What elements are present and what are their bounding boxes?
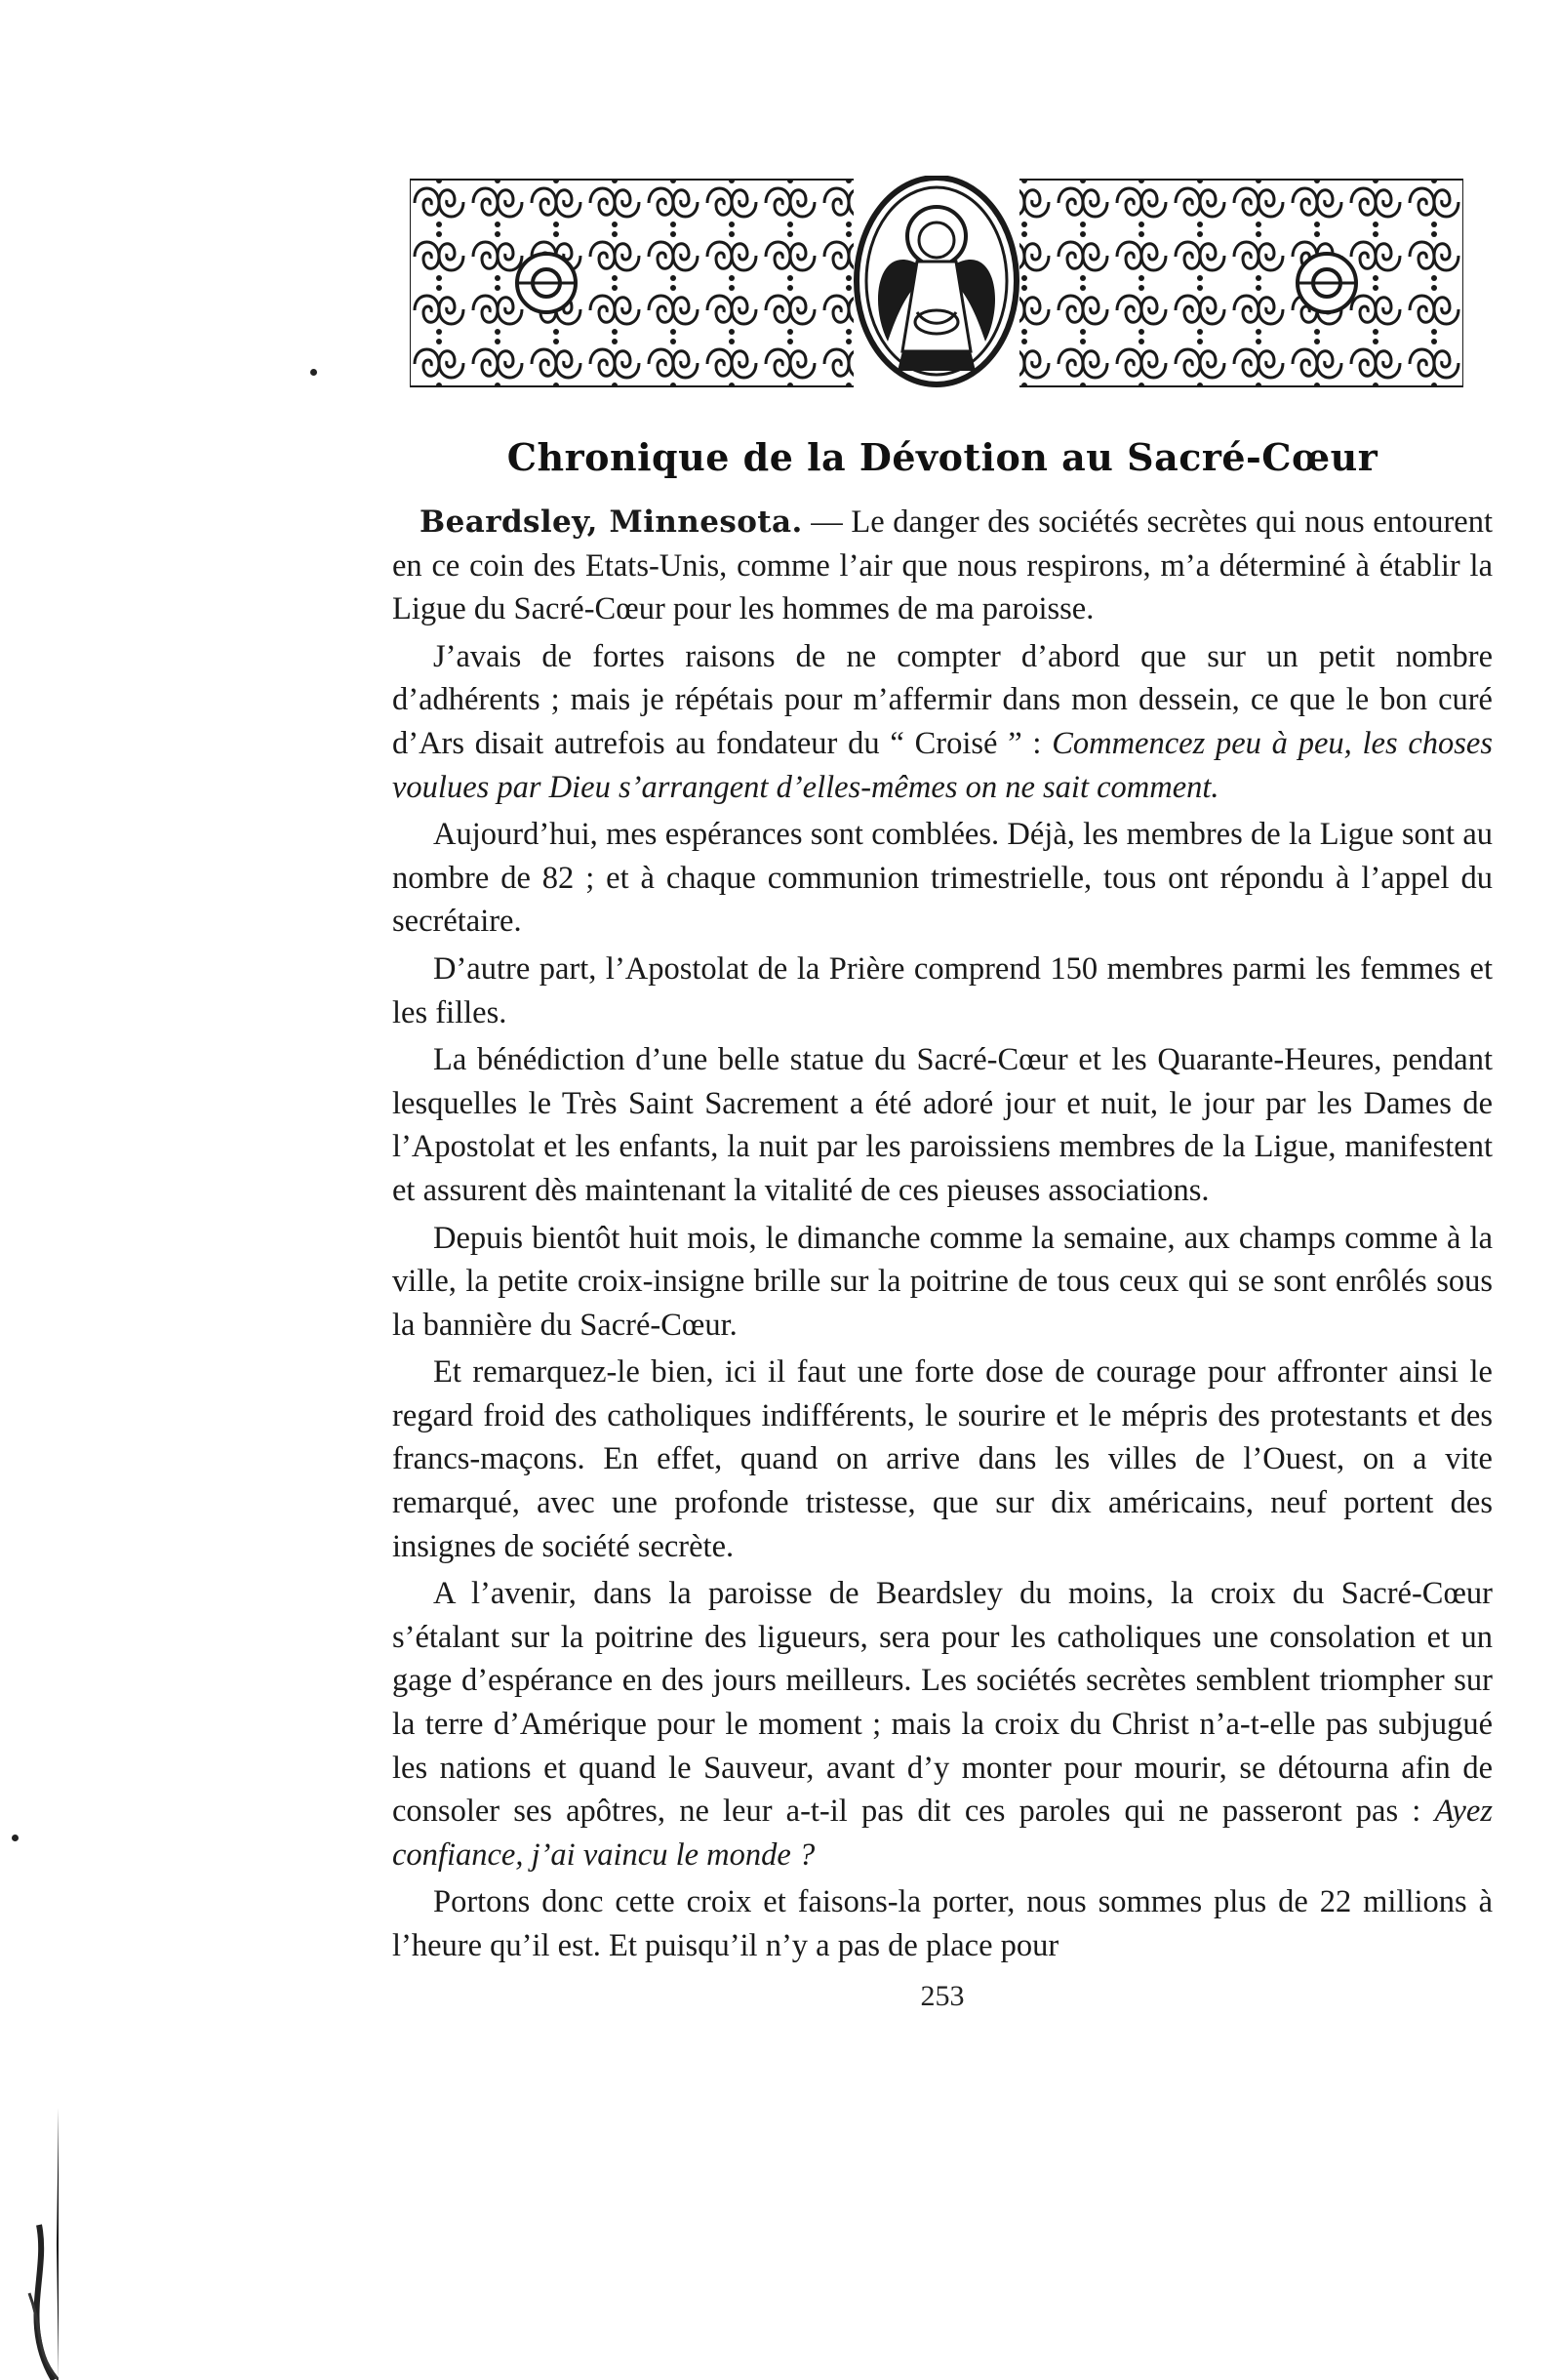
paragraph-1-text: — Le danger des sociétés secrètes qui nous entourent en ce coin des Etats-Unis, comme l’air que nous respirons, m’a déterminé à établir la Ligue du Sacré-Cœur pour les hommes de ma paroisse.	[392, 504, 1493, 627]
paragraph-4: D’autre part, l’Apostolat de la Prière comprend 150 membres parmi les femmes et les filles.	[392, 950, 1493, 1030]
rosette-icon	[517, 254, 576, 312]
paragraph-5: La bénédiction d’une belle statue du Sacré-Cœur et les Quarante-Heures, pendant lesquelles le Très Saint Sacrement a été adoré jour et nuit, le jour par les Dames de l’Apostolat et les enfants, la nuit par les paroissiens membres de la Ligue, manifestent et assurent dès maintenant la vitalité de ces pieuses associations.	[392, 1042, 1493, 1208]
article-body	[392, 501, 1493, 1968]
paragraph-9: Portons donc cette croix et faisons-la porter, nous sommes plus de 22 millions à l’heure qu’il est. Et puisqu’il n’y a pas de place pour	[392, 1884, 1493, 1963]
paragraph-2	[392, 635, 1493, 809]
paragraph-7: Et remarquez-le bien, ici il faut une forte dose de courage pour affronter ainsi le regard froid des catholiques indifférents, le sourire et le mépris des protestants et des francs-maçons. En effet, quand on arrive dans les villes de l’Ouest, on a vite remarqué, avec une profonde tristesse, que sur dix américains, neuf portent des insignes de société secrète.	[392, 1354, 1493, 1564]
page-number: 253	[920, 1979, 965, 2012]
place-heading: Beardsley, Minnesota.	[419, 504, 803, 540]
rosette-icon	[1298, 254, 1356, 312]
page-binding-edge	[0, 0, 59, 2380]
angel-medallion-icon	[854, 176, 1019, 390]
paragraph-2-text: J’avais de fortes raisons de ne compter d’abord que sur un petit nombre d’adhérents ; mais je répétais pour m’affermir dans mon dessein, ce que le bon curé d’Ars disait autrefois au fondateur du “ Croisé ” :	[392, 638, 1493, 761]
paragraph-8	[392, 1572, 1493, 1876]
article-title: Chronique de la Dévotion au Sacré-Cœur	[506, 435, 1378, 479]
page-content	[392, 176, 1493, 2013]
paragraph-3: Aujourd’hui, mes espérances sont comblées. Déjà, les membres de la Ligue sont au nombre de 82 ; et à chaque communion trimestrielle, tous ont répondu à l’appel du secrétaire.	[392, 817, 1493, 940]
paragraph-8-quote: Ayez confiance, j’ai vaincu le monde ?	[392, 1794, 1493, 1873]
scan-speck	[310, 369, 317, 376]
paragraph-1	[392, 501, 1493, 631]
paragraph-8-text: A l’avenir, dans la paroisse de Beardsley du moins, la croix du Sacré-Cœur s’étalant sur la poitrine des ligueurs, sera pour les catholiques une consolation et un gage d’espérance en des jours meilleurs. Les sociétés secrètes semblent triompher sur la terre d’Amérique pour le moment ; mais la croix du Christ n’a-t-elle pas subjugué les nations et quand le Sauveur, avant d’y monter pour mourir, se détourna afin de consoler ses apôtres, ne leur a-t-il pas dit ces paroles qui ne passeront pas :	[392, 1576, 1493, 1830]
paragraph-2-quote: Commencez peu à peu, les choses voulues par Dieu s’arrangent d’elles-mêmes on ne sait comment.	[392, 725, 1494, 805]
paragraph-6: Depuis bientôt huit mois, le dimanche comme la semaine, aux champs comme à la ville, la petite croix-insigne brille sur la poitrine de tous ceux qui se sont enrôlés sous la bannière du Sacré-Cœur.	[392, 1220, 1493, 1343]
scan-speck	[12, 1835, 19, 1841]
header-ornament	[410, 176, 1463, 390]
